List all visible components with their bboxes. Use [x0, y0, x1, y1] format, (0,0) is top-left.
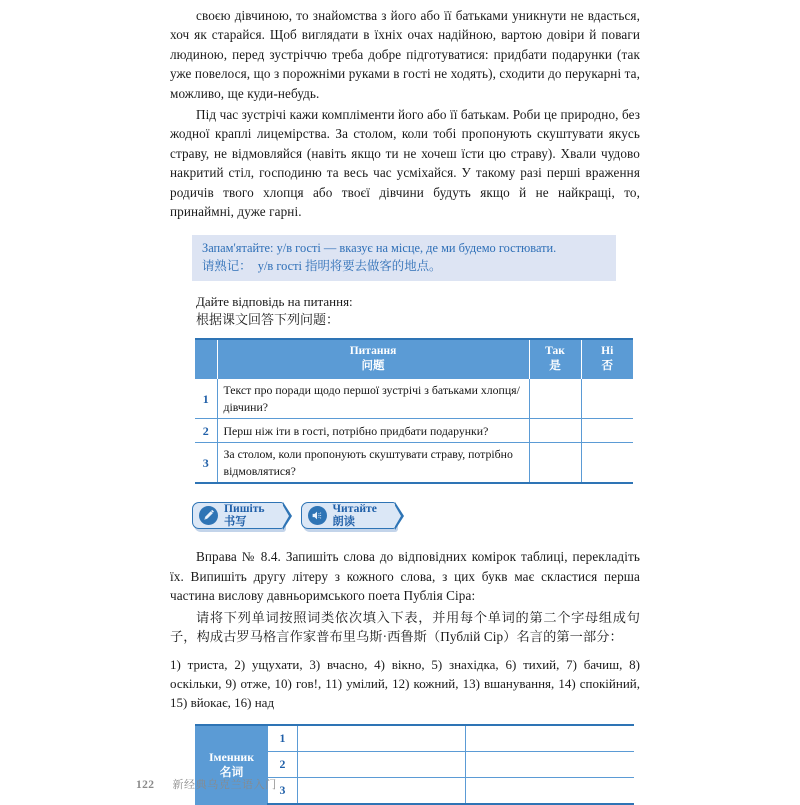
row-number: 1: [195, 379, 217, 419]
question-table-header-row: [195, 339, 633, 379]
exercise-instruction-cn: 请将下列单词按照词类依次填入下表，并用每个单词的第二个字母组成句子，构成古罗马格言作家普布里乌斯·西鲁斯（Публій Сір）名言的第一部分：: [170, 609, 640, 645]
row-number: 2: [268, 752, 298, 778]
row-answer-yes[interactable]: [529, 419, 581, 443]
row-number: 1: [268, 725, 298, 752]
tab-read[interactable]: [301, 502, 396, 529]
row-answer-yes[interactable]: [529, 379, 581, 419]
table-row: [195, 443, 633, 484]
row-question: За столом, коли пропонують скуштувати страву, потрібно відмовлятися?: [217, 443, 529, 484]
tab-write[interactable]: [192, 502, 284, 529]
header-question-cn: 问题: [361, 360, 385, 373]
tab-read-label-cn: 朗读: [332, 515, 355, 528]
noun-table-header-cn: 名词: [219, 764, 244, 779]
page-footer: [136, 776, 277, 792]
header-yes-cn: 是: [549, 360, 561, 373]
noun-cell-b[interactable]: [466, 752, 634, 778]
instruction-cn: 根据课文回答下列问题：: [196, 312, 340, 328]
noun-cell-a[interactable]: [298, 725, 466, 752]
header-question-ua: Питання: [349, 345, 397, 358]
header-yes: [529, 339, 581, 379]
row-answer-yes[interactable]: [529, 443, 581, 484]
memo-box: [192, 235, 616, 281]
table-row: [195, 419, 633, 443]
noun-cell-a[interactable]: [298, 752, 466, 778]
noun-table: [195, 724, 634, 805]
body-paragraph-2: Під час зустрічі кажи компліменти його або її батькам. Роби це природно, без жодної краплі лицемірства. За столом, коли тобі пропонують скуштувати якусь страву, не відмовляйся (навіть якщо ти не хочеш їсти цю страву). Хвали чудово накритий стіл, господиню та весь час усміхайся. У такому разі перші враження родичів твого хлопця або твоєї дівчини будуть якщо й не найкращі, то, принаймні, дуже гарні.: [170, 107, 641, 220]
header-no-ua: Ні: [601, 345, 614, 358]
row-answer-no[interactable]: [581, 419, 633, 443]
exercise-instruction-ua: Вправа № 8.4. Запишіть слова до відповідних комірок таблиці, перекладіть їх. Випишіть другу літеру з кожного слова, з цих букв має скластися перша частина вислову давньоримського поета Публія Сіра:: [170, 549, 640, 604]
page-content: [170, 6, 640, 805]
tab-write-label-ua: Пишіть: [224, 502, 265, 516]
exercise-word-list: 1) триста, 2) ущухати, 3) вчасно, 4) вікно, 5) знахідка, 6) тихий, 7) бачиш, 8) оскільки, 9) отже, 10) гов!, 11) умілий, 12) кожний, 13) вшанування, 14) спокійний, 15) вйокає, 16) над: [170, 656, 640, 710]
noun-cell-b[interactable]: [466, 778, 634, 805]
table-row: [195, 379, 633, 419]
table-row: [196, 725, 634, 752]
header-no: [581, 339, 633, 379]
row-answer-no[interactable]: [581, 379, 633, 419]
skill-tabs: [192, 502, 640, 529]
row-number: 3: [268, 778, 298, 805]
noun-table-header: [196, 725, 268, 804]
header-no-cn: 否: [601, 360, 613, 373]
page-number: 122: [136, 779, 155, 791]
noun-table-header-ua: Іменник: [208, 749, 255, 764]
memo-line-ua: Запам'ятайте: у/в гості — вказує на місце, де ми будемо гостювати.: [202, 241, 557, 256]
speaker-icon: [308, 506, 327, 525]
row-question: Текст про поради щодо першої зустрічі з батьками хлопця/дівчини?: [217, 379, 529, 419]
row-answer-no[interactable]: [581, 443, 633, 484]
tab-read-label-ua: Читайте: [332, 502, 377, 516]
book-title: 新经典乌克兰语入门: [172, 779, 277, 791]
noun-cell-a[interactable]: [298, 778, 466, 805]
header-number: [195, 339, 217, 379]
tab-write-label-cn: 书写: [224, 515, 247, 528]
pencil-icon: [199, 506, 218, 525]
memo-line-cn: 请熟记： у/в гості 指明将要去做客的地点。: [202, 258, 442, 273]
row-number: 2: [195, 419, 217, 443]
noun-cell-b[interactable]: [466, 725, 634, 752]
question-table: [195, 338, 633, 484]
instruction-ua: Дайте відповідь на питання:: [196, 294, 353, 310]
tab-read-text: [333, 503, 379, 528]
header-question: [217, 339, 529, 379]
tab-write-text: [224, 503, 267, 528]
exercise-block: [170, 547, 640, 712]
row-question: Перш ніж іти в гості, потрібно придбати подарунки?: [217, 419, 529, 443]
header-yes-ua: Так: [545, 345, 565, 358]
instruction-block: [196, 293, 640, 329]
row-number: 3: [195, 443, 217, 484]
body-paragraph-1: своєю дівчиною, то знайомства з його або її батьками уникнути не вдасться, хоч як старайся. Щоб виглядати в їхніх очах надійною, вартою довіри й поваги людиною, перед зустріччю треба добре підготуватися: придбати подарунки (так уже повелося, що з порожніми руками в гості не ходять), сходити до перукарні та, можливо, ще куди-небудь.: [170, 8, 640, 101]
